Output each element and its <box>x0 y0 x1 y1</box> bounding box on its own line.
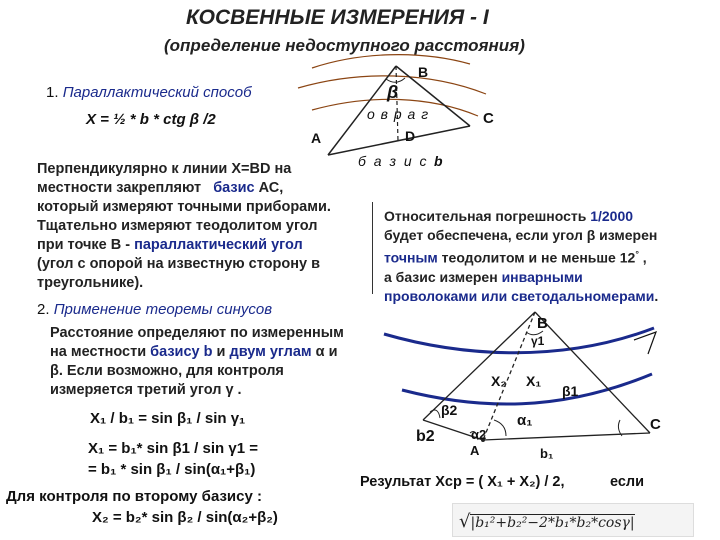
accuracy-block: Относительная погрешность 1/2000 будет обеспечена, если угол β измерен точным теодолитом и не меньше 12° , а базис измерен инварными проволоками или светодальномерами. <box>384 208 659 304</box>
bazis-label: б а з и с <box>358 153 429 169</box>
d2-b1: b₁ <box>540 446 554 461</box>
x1-formula-line1: X₁ = b₁* sin β1 / sin γ1 = <box>88 440 258 457</box>
result-label: Результат Xср = ( X₁ + X₂) / 2, <box>360 474 565 490</box>
point-d-label: D <box>405 128 416 144</box>
page-subtitle: (определение недоступного расстояния) <box>164 36 525 55</box>
x2-formula: X₂ = b₂* sin β₂ / sin(α₂+β₂) <box>92 509 278 526</box>
beta-label: β <box>387 82 399 102</box>
alpha1-arc <box>494 420 506 436</box>
d2-alpha1: α₁ <box>517 412 533 429</box>
section1-heading-label: Параллактический способ <box>62 84 252 101</box>
d2-gamma1: γ1 <box>531 334 545 348</box>
x1-formula-line2: = b₁ * sin β₁ / sin(α₁+β₁) <box>88 461 256 478</box>
line-a-c <box>483 433 650 440</box>
d2-point-a: A <box>470 443 480 458</box>
base-b-label: b <box>434 153 443 169</box>
gamma-check-formula: √|b₁²+b₂²−2*b₁*b₂*cosγ| <box>452 503 694 537</box>
section1-heading: 1. Параллактический способ <box>46 84 252 101</box>
d2-beta2: β2 <box>441 402 458 418</box>
line-b-c <box>535 312 650 433</box>
parallax-formula: X = ½ * b * ctg β /2 <box>86 111 216 128</box>
page-title: КОСВЕННЫЕ ИЗМЕРЕНИЯ - I <box>186 6 489 29</box>
control-heading: Для контроля по второму базису : <box>6 488 262 505</box>
d2-x1: X₁ <box>526 373 542 389</box>
d2-point-b: B <box>537 315 548 332</box>
oprava-label: о в р а г <box>367 106 430 122</box>
d2-beta1: β1 <box>562 383 579 399</box>
point-b-label: B <box>418 64 429 80</box>
point-c-label: C <box>483 110 494 127</box>
sine-ratio-formula: X₁ / b₁ = sin β₁ / sin γ₁ <box>90 410 246 427</box>
section2-paragraph: Расстояние определяют по измеренным на местности базису b и двум углам α и β. Если возможно, для контроля измеряется третий угол γ . <box>50 325 344 398</box>
d2-x2: X₂ <box>491 373 507 389</box>
section1-paragraph: Перпендикулярно к линии X=BD на местности закрепляют базис АС, который измеряют точными приборами. Тщательно измеряют теодолитом угол при точке В - параллактический угол (угол с опорой на известную сторону в треугольнике). <box>37 161 331 291</box>
beta2-arc <box>430 410 440 418</box>
section2-heading: 2. Применение теоремы синусов <box>37 301 273 318</box>
d2-alpha2: α2 <box>471 427 487 442</box>
point-a-label: A <box>311 130 322 146</box>
d2-b2: b2 <box>416 428 435 445</box>
d2-point-c: C <box>650 416 661 433</box>
result-if: если <box>610 474 645 490</box>
river-line-1 <box>384 328 654 353</box>
